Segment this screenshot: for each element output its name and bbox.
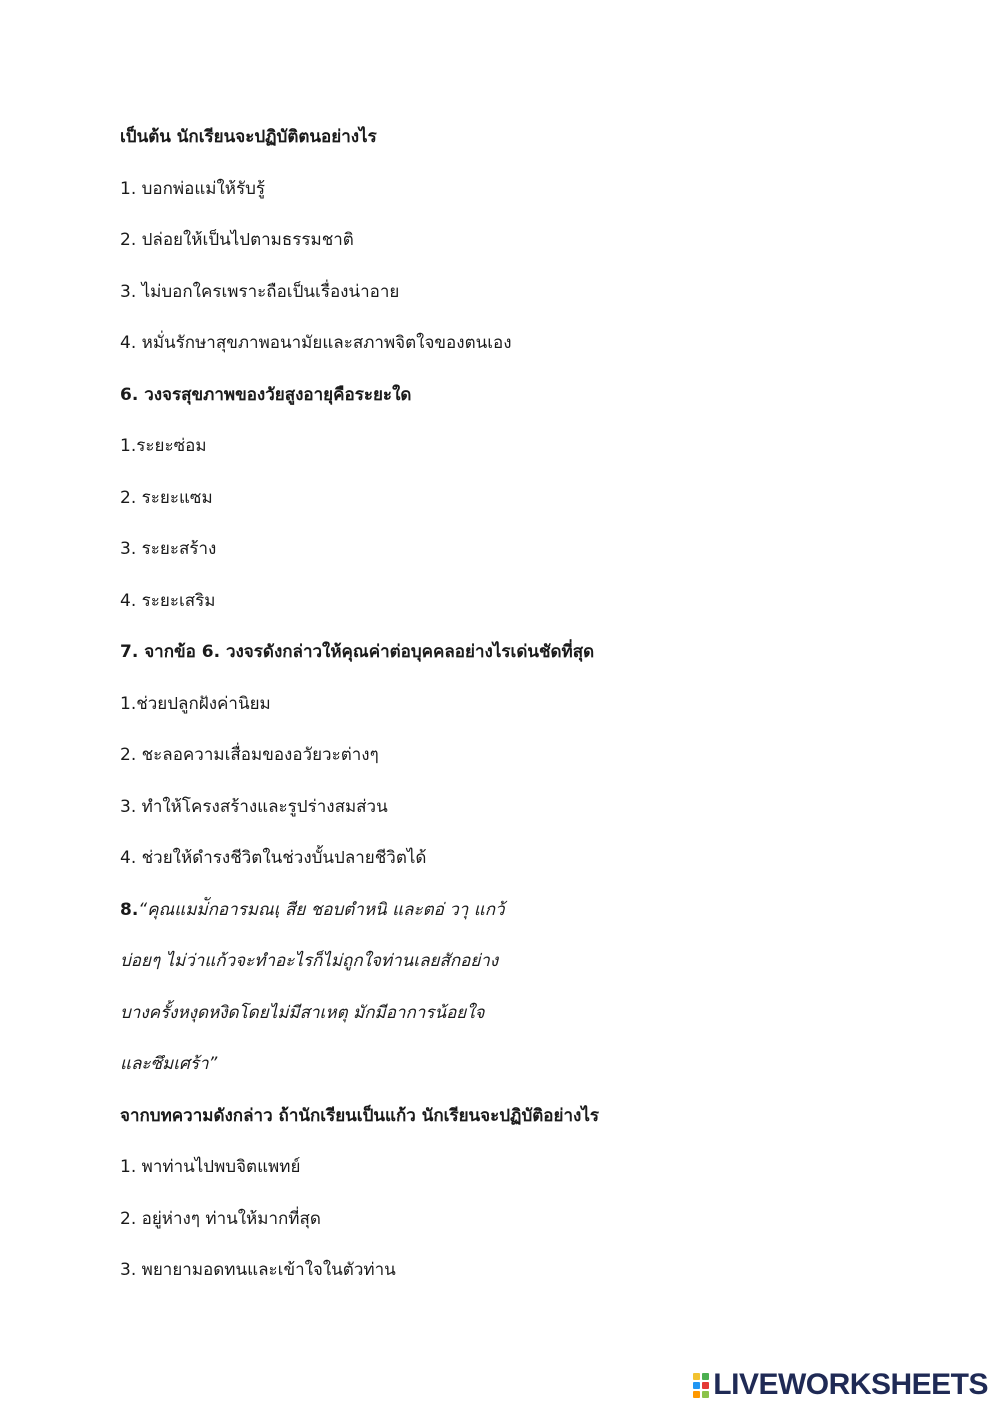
q8-option-1[interactable]: 1. พาท่านไปพบจิตแพทย์ bbox=[120, 1157, 301, 1177]
question-8-number: 8. bbox=[120, 900, 139, 920]
liveworksheets-logo-icon bbox=[693, 1373, 709, 1398]
question-8-quote-line-3: บางครั้งหงุดหงิดโดยไม่มีสาเหตุ มักมีอาการน้อยใจ bbox=[120, 1003, 485, 1023]
q6-option-3[interactable]: 3. ระยะสร้าง bbox=[120, 539, 217, 559]
q5-option-4[interactable]: 4. หมั่นรักษาสุขภาพอนามัยและสภาพจิตใจของตนเอง bbox=[120, 333, 512, 353]
question-8-quote-line-4: และซึมเศร้า” bbox=[120, 1054, 218, 1074]
q5-option-1[interactable]: 1. บอกพ่อแม่ให้รับรู้ bbox=[120, 179, 266, 199]
question-8-stem: จากบทความดังกล่าว ถ้านักเรียนเป็นแก้ว นักเรียนจะปฏิบัติอย่างไร bbox=[120, 1106, 600, 1126]
question-7-title: 7. จากข้อ 6. วงจรดังกล่าวให้คุณค่าต่อบุคคลอย่างไรเด่นชัดที่สุด bbox=[120, 642, 595, 662]
question-6-title: 6. วงจรสุขภาพของวัยสูงอายุคือระยะใด bbox=[120, 385, 412, 405]
question-8-quote-line-2: บ่อยๆ ไม่ว่าแก้วจะทำอะไรก็ไม่ถูกใจท่านเลยสักอย่าง bbox=[120, 951, 499, 971]
q7-option-2[interactable]: 2. ชะลอความเสื่อมของอวัยวะต่างๆ bbox=[120, 745, 379, 765]
q6-option-1[interactable]: 1.ระยะซ่อม bbox=[120, 436, 207, 456]
question-5-stem: เป็นต้น นักเรียนจะปฏิบัติตนอย่างไร bbox=[120, 127, 377, 147]
q6-option-4[interactable]: 4. ระยะเสริม bbox=[120, 591, 216, 611]
q6-option-2[interactable]: 2. ระยะแซม bbox=[120, 488, 213, 508]
q7-option-4[interactable]: 4. ช่วยให้ดำรงชีวิตในช่วงบั้นปลายชีวิตได้ bbox=[120, 848, 427, 868]
liveworksheets-logo bbox=[693, 1368, 988, 1402]
q8-option-2[interactable]: 2. อยู่ห่างๆ ท่านให้มากที่สุด bbox=[120, 1209, 321, 1229]
logo-text: LIVEWORKSHEETS bbox=[713, 1368, 988, 1401]
q5-option-2[interactable]: 2. ปล่อยให้เป็นไปตามธรรมชาติ bbox=[120, 230, 354, 250]
q5-option-3[interactable]: 3. ไม่บอกใครเพราะถือเป็นเรื่องน่าอาย bbox=[120, 282, 400, 302]
q7-option-1[interactable]: 1.ช่วยปลูกฝังค่านิยม bbox=[120, 694, 271, 714]
q8-option-3[interactable]: 3. พยายามอดทนและเข้าใจในตัวท่าน bbox=[120, 1260, 396, 1280]
question-8-quote-line-1 bbox=[120, 898, 505, 922]
q7-option-3[interactable]: 3. ทำให้โครงสร้างและรูปร่างสมส่วน bbox=[120, 797, 388, 817]
quote-text: “คุณแมม่ักอารมณเฺ สีย ชอบตำหนิ และตอ่ วาุ แกว้ bbox=[138, 900, 505, 920]
